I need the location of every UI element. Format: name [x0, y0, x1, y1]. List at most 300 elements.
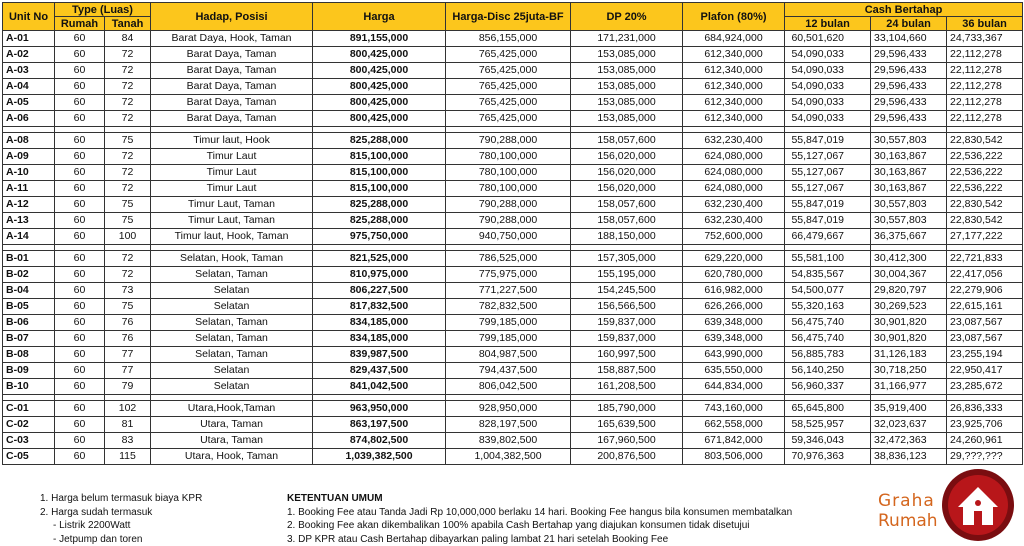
- cell-cash-36: 22,950,417: [947, 363, 1023, 379]
- cell-rumah: 60: [55, 79, 105, 95]
- cell-cash-24: 30,163,867: [871, 149, 947, 165]
- cell-rumah: 60: [55, 379, 105, 395]
- cell-dp: 153,085,000: [571, 79, 683, 95]
- graha-rumah-logo: [874, 461, 1024, 546]
- cell-hadap: Timur Laut, Taman: [151, 213, 313, 229]
- table-row: [3, 133, 1023, 149]
- cell-plafon: 612,340,000: [683, 79, 785, 95]
- cell-harga-disc: 806,042,500: [446, 379, 571, 395]
- cell-cash-24: 29,596,433: [871, 111, 947, 127]
- cell-plafon: 684,924,000: [683, 31, 785, 47]
- cell-cash-12: 56,885,783: [785, 347, 871, 363]
- cell-cash-12: 54,500,077: [785, 283, 871, 299]
- header-12-bulan: 12 bulan: [785, 17, 871, 31]
- logo-text-graha: Graha: [878, 491, 935, 511]
- cell-harga: 815,100,000: [313, 181, 446, 197]
- cell-harga: 825,288,000: [313, 213, 446, 229]
- cell-hadap: Barat Daya, Hook, Taman: [151, 31, 313, 47]
- cell-cash-36: 22,112,278: [947, 47, 1023, 63]
- cell-dp: 153,085,000: [571, 47, 683, 63]
- cell-cash-36: 22,830,542: [947, 133, 1023, 149]
- header-36-bulan: 36 bulan: [947, 17, 1023, 31]
- cell-dp: 156,566,500: [571, 299, 683, 315]
- header-dp: DP 20%: [571, 3, 683, 31]
- cell-hadap: Utara, Taman: [151, 433, 313, 449]
- rule-2: 2. Booking Fee akan dikembalikan 100% apabila Cash Bertahap yang diajukan konsumen tidak disetujui: [287, 520, 750, 531]
- cell-tanah: 81: [105, 417, 151, 433]
- house-icon: [938, 465, 1018, 545]
- cell-rumah: 60: [55, 149, 105, 165]
- cell-hadap: Timur Laut, Taman: [151, 197, 313, 213]
- cell-rumah: 60: [55, 133, 105, 149]
- table-row: [3, 299, 1023, 315]
- cell-hadap: Selatan, Taman: [151, 267, 313, 283]
- cell-plafon: 752,600,000: [683, 229, 785, 245]
- rule-1: 1. Booking Fee atau Tanda Jadi Rp 10,000,000 berlaku 14 hari. Booking Fee hangus bila konsumen membatalkan: [287, 506, 793, 518]
- cell-harga-disc: 765,425,000: [446, 47, 571, 63]
- cell-rumah: 60: [55, 433, 105, 449]
- cell-harga-disc: 771,227,500: [446, 283, 571, 299]
- cell-hadap: Selatan, Taman: [151, 315, 313, 331]
- table-row: [3, 347, 1023, 363]
- cell-dp: 158,057,600: [571, 213, 683, 229]
- cell-unit-no: A-12: [3, 197, 55, 213]
- cell-unit-no: B-07: [3, 331, 55, 347]
- cell-tanah: 72: [105, 95, 151, 111]
- cell-tanah: 72: [105, 79, 151, 95]
- cell-cash-12: 66,479,667: [785, 229, 871, 245]
- cell-cash-36: 23,255,194: [947, 347, 1023, 363]
- cell-hadap: Utara,Hook,Taman: [151, 401, 313, 417]
- cell-plafon: 632,230,400: [683, 213, 785, 229]
- cell-cash-36: 22,721,833: [947, 251, 1023, 267]
- cell-harga-disc: 782,832,500: [446, 299, 571, 315]
- cell-harga-disc: 780,100,000: [446, 165, 571, 181]
- cell-tanah: 115: [105, 449, 151, 465]
- cell-harga-disc: 828,197,500: [446, 417, 571, 433]
- price-list-body: [3, 31, 1023, 465]
- table-row: [3, 111, 1023, 127]
- cell-harga: 817,832,500: [313, 299, 446, 315]
- note-4: - Jetpump dan toren: [53, 533, 143, 545]
- cell-plafon: 612,340,000: [683, 63, 785, 79]
- table-row: [3, 363, 1023, 379]
- cell-harga: 834,185,000: [313, 315, 446, 331]
- table-row: [3, 229, 1023, 245]
- cell-tanah: 75: [105, 197, 151, 213]
- cell-hadap: Utara, Taman: [151, 417, 313, 433]
- cell-cash-12: 55,581,100: [785, 251, 871, 267]
- table-row: [3, 417, 1023, 433]
- table-row: [3, 79, 1023, 95]
- cell-cash-24: 32,023,637: [871, 417, 947, 433]
- cell-unit-no: B-02: [3, 267, 55, 283]
- cell-harga-disc: 765,425,000: [446, 111, 571, 127]
- cell-cash-12: 55,847,019: [785, 197, 871, 213]
- table-row: [3, 315, 1023, 331]
- cell-harga: 1,039,382,500: [313, 449, 446, 465]
- cell-cash-12: 54,090,033: [785, 63, 871, 79]
- cell-rumah: 60: [55, 449, 105, 465]
- cell-dp: 155,195,000: [571, 267, 683, 283]
- cell-cash-24: 38,836,123: [871, 449, 947, 465]
- cell-harga: 975,750,000: [313, 229, 446, 245]
- cell-cash-24: 32,472,363: [871, 433, 947, 449]
- cell-dp: 158,887,500: [571, 363, 683, 379]
- cell-unit-no: C-01: [3, 401, 55, 417]
- header-tanah: Tanah: [105, 17, 151, 31]
- cell-unit-no: A-10: [3, 165, 55, 181]
- cell-rumah: 60: [55, 363, 105, 379]
- cell-harga: 815,100,000: [313, 165, 446, 181]
- cell-harga: 825,288,000: [313, 133, 446, 149]
- cell-harga: 829,437,500: [313, 363, 446, 379]
- cell-cash-12: 65,645,800: [785, 401, 871, 417]
- header-harga-disc: Harga-Disc 25juta-BF: [446, 3, 571, 31]
- cell-cash-12: 56,475,740: [785, 315, 871, 331]
- cell-rumah: 60: [55, 331, 105, 347]
- table-row: [3, 401, 1023, 417]
- cell-unit-no: B-05: [3, 299, 55, 315]
- cell-hadap: Selatan, Taman: [151, 331, 313, 347]
- cell-hadap: Timur laut, Hook: [151, 133, 313, 149]
- cell-harga-disc: 804,987,500: [446, 347, 571, 363]
- cell-dp: 188,150,000: [571, 229, 683, 245]
- cell-cash-24: 29,596,433: [871, 63, 947, 79]
- cell-cash-12: 54,090,033: [785, 95, 871, 111]
- cell-unit-no: A-03: [3, 63, 55, 79]
- cell-harga-disc: 790,288,000: [446, 213, 571, 229]
- cell-dp: 156,020,000: [571, 181, 683, 197]
- cell-plafon: 624,080,000: [683, 165, 785, 181]
- cell-tanah: 72: [105, 165, 151, 181]
- cell-cash-24: 35,919,400: [871, 401, 947, 417]
- rule-3: 3. DP KPR atau Cash Bertahap dibayarkan paling lambat 21 hari setelah Booking Fee: [287, 533, 669, 545]
- cell-cash-24: 30,901,820: [871, 315, 947, 331]
- cell-harga: 821,525,000: [313, 251, 446, 267]
- cell-harga: 834,185,000: [313, 331, 446, 347]
- cell-dp: 153,085,000: [571, 95, 683, 111]
- cell-rumah: 60: [55, 347, 105, 363]
- cell-cash-36: 22,536,222: [947, 149, 1023, 165]
- cell-rumah: 60: [55, 31, 105, 47]
- table-row: [3, 181, 1023, 197]
- cell-rumah: 60: [55, 229, 105, 245]
- cell-harga-disc: 799,185,000: [446, 331, 571, 347]
- cell-cash-24: 29,820,797: [871, 283, 947, 299]
- cell-rumah: 60: [55, 95, 105, 111]
- cell-cash-36: 22,830,542: [947, 197, 1023, 213]
- cell-dp: 185,790,000: [571, 401, 683, 417]
- cell-cash-24: 29,596,433: [871, 95, 947, 111]
- cell-cash-12: 70,976,363: [785, 449, 871, 465]
- cell-tanah: 76: [105, 315, 151, 331]
- cell-tanah: 72: [105, 47, 151, 63]
- cell-harga: 874,802,500: [313, 433, 446, 449]
- cell-hadap: Barat Daya, Taman: [151, 79, 313, 95]
- cell-rumah: 60: [55, 401, 105, 417]
- cell-cash-24: 30,412,300: [871, 251, 947, 267]
- cell-cash-36: 22,615,161: [947, 299, 1023, 315]
- cell-unit-no: A-13: [3, 213, 55, 229]
- cell-cash-36: 24,260,961: [947, 433, 1023, 449]
- cell-plafon: 620,780,000: [683, 267, 785, 283]
- cell-plafon: 612,340,000: [683, 95, 785, 111]
- cell-harga-disc: 780,100,000: [446, 181, 571, 197]
- cell-dp: 159,837,000: [571, 315, 683, 331]
- cell-plafon: 624,080,000: [683, 181, 785, 197]
- cell-tanah: 72: [105, 251, 151, 267]
- cell-harga-disc: 790,288,000: [446, 133, 571, 149]
- cell-tanah: 102: [105, 401, 151, 417]
- cell-cash-36: 22,536,222: [947, 181, 1023, 197]
- cell-hadap: Timur Laut: [151, 181, 313, 197]
- header-cash-bertahap: Cash Bertahap: [785, 3, 1023, 17]
- cell-cash-12: 54,835,567: [785, 267, 871, 283]
- cell-tanah: 75: [105, 133, 151, 149]
- cell-unit-no: B-10: [3, 379, 55, 395]
- note-2: 2. Harga sudah termasuk: [40, 506, 153, 518]
- cell-hadap: Selatan, Hook, Taman: [151, 251, 313, 267]
- cell-unit-no: A-02: [3, 47, 55, 63]
- cell-cash-36: 27,177,222: [947, 229, 1023, 245]
- cell-hadap: Timur Laut: [151, 149, 313, 165]
- cell-hadap: Selatan: [151, 379, 313, 395]
- rules-title: KETENTUAN UMUM: [287, 493, 383, 504]
- cell-dp: 158,057,600: [571, 133, 683, 149]
- cell-cash-36: 22,112,278: [947, 63, 1023, 79]
- cell-dp: 159,837,000: [571, 331, 683, 347]
- table-row: [3, 213, 1023, 229]
- cell-cash-24: 30,557,803: [871, 213, 947, 229]
- header-24-bulan: 24 bulan: [871, 17, 947, 31]
- cell-unit-no: A-14: [3, 229, 55, 245]
- cell-plafon: 632,230,400: [683, 133, 785, 149]
- table-row: [3, 331, 1023, 347]
- cell-cash-24: 31,166,977: [871, 379, 947, 395]
- cell-hadap: Selatan: [151, 363, 313, 379]
- cell-rumah: 60: [55, 181, 105, 197]
- cell-unit-no: B-08: [3, 347, 55, 363]
- cell-hadap: Selatan: [151, 299, 313, 315]
- cell-harga-disc: 940,750,000: [446, 229, 571, 245]
- cell-plafon: 632,230,400: [683, 197, 785, 213]
- cell-harga: 806,227,500: [313, 283, 446, 299]
- cell-harga-disc: 856,155,000: [446, 31, 571, 47]
- cell-cash-36: 26,836,333: [947, 401, 1023, 417]
- cell-harga-disc: 775,975,000: [446, 267, 571, 283]
- cell-unit-no: C-03: [3, 433, 55, 449]
- cell-dp: 158,057,600: [571, 197, 683, 213]
- cell-harga: 800,425,000: [313, 111, 446, 127]
- cell-plafon: 629,220,000: [683, 251, 785, 267]
- cell-rumah: 60: [55, 267, 105, 283]
- cell-plafon: 743,160,000: [683, 401, 785, 417]
- table-row: [3, 433, 1023, 449]
- cell-plafon: 671,842,000: [683, 433, 785, 449]
- cell-harga: 963,950,000: [313, 401, 446, 417]
- cell-cash-36: 22,279,906: [947, 283, 1023, 299]
- cell-harga-disc: 790,288,000: [446, 197, 571, 213]
- cell-plafon: 639,348,000: [683, 331, 785, 347]
- cell-harga: 800,425,000: [313, 79, 446, 95]
- cell-cash-24: 30,163,867: [871, 181, 947, 197]
- cell-hadap: Barat Daya, Taman: [151, 95, 313, 111]
- cell-dp: 171,231,000: [571, 31, 683, 47]
- cell-cash-24: 30,901,820: [871, 331, 947, 347]
- table-row: [3, 31, 1023, 47]
- cell-tanah: 77: [105, 363, 151, 379]
- cell-unit-no: B-09: [3, 363, 55, 379]
- header-unit-no: Unit No: [3, 3, 55, 31]
- cell-tanah: 72: [105, 181, 151, 197]
- cell-cash-24: 36,375,667: [871, 229, 947, 245]
- cell-dp: 153,085,000: [571, 63, 683, 79]
- cell-cash-12: 55,127,067: [785, 181, 871, 197]
- cell-cash-12: 55,847,019: [785, 213, 871, 229]
- cell-harga: 800,425,000: [313, 95, 446, 111]
- cell-unit-no: B-06: [3, 315, 55, 331]
- cell-harga: 800,425,000: [313, 63, 446, 79]
- cell-cash-12: 58,525,957: [785, 417, 871, 433]
- table-row: [3, 197, 1023, 213]
- cell-dp: 157,305,000: [571, 251, 683, 267]
- cell-hadap: Selatan: [151, 283, 313, 299]
- cell-harga-disc: 1,004,382,500: [446, 449, 571, 465]
- cell-unit-no: A-08: [3, 133, 55, 149]
- cell-cash-12: 55,127,067: [785, 149, 871, 165]
- cell-unit-no: C-05: [3, 449, 55, 465]
- table-row: [3, 251, 1023, 267]
- cell-tanah: 75: [105, 213, 151, 229]
- cell-dp: 153,085,000: [571, 111, 683, 127]
- cell-plafon: 616,982,000: [683, 283, 785, 299]
- cell-harga: 815,100,000: [313, 149, 446, 165]
- cell-harga: 841,042,500: [313, 379, 446, 395]
- cell-tanah: 83: [105, 433, 151, 449]
- logo-text-rumah: Rumah: [878, 511, 938, 531]
- cell-plafon: 626,266,000: [683, 299, 785, 315]
- cell-cash-24: 30,557,803: [871, 197, 947, 213]
- header-type: Type (Luas): [55, 3, 151, 17]
- cell-dp: 156,020,000: [571, 149, 683, 165]
- cell-cash-12: 55,320,163: [785, 299, 871, 315]
- cell-cash-12: 55,847,019: [785, 133, 871, 149]
- cell-harga: 800,425,000: [313, 47, 446, 63]
- cell-cash-12: 55,127,067: [785, 165, 871, 181]
- cell-dp: 156,020,000: [571, 165, 683, 181]
- cell-cash-36: 29,???,???: [947, 449, 1023, 465]
- cell-tanah: 79: [105, 379, 151, 395]
- table-row: [3, 267, 1023, 283]
- cell-tanah: 72: [105, 63, 151, 79]
- cell-cash-12: 60,501,620: [785, 31, 871, 47]
- cell-unit-no: B-01: [3, 251, 55, 267]
- cell-plafon: 639,348,000: [683, 315, 785, 331]
- cell-plafon: 662,558,000: [683, 417, 785, 433]
- ketentuan-umum: [287, 492, 792, 546]
- cell-harga-disc: 794,437,500: [446, 363, 571, 379]
- cell-tanah: 84: [105, 31, 151, 47]
- cell-plafon: 612,340,000: [683, 47, 785, 63]
- cell-cash-12: 56,960,337: [785, 379, 871, 395]
- cell-dp: 154,245,500: [571, 283, 683, 299]
- table-row: [3, 449, 1023, 465]
- cell-rumah: 60: [55, 299, 105, 315]
- cell-harga-disc: 839,802,500: [446, 433, 571, 449]
- cell-cash-36: 24,733,367: [947, 31, 1023, 47]
- cell-dp: 167,960,500: [571, 433, 683, 449]
- cell-hadap: Timur Laut: [151, 165, 313, 181]
- cell-rumah: 60: [55, 417, 105, 433]
- cell-cash-36: 22,112,278: [947, 111, 1023, 127]
- table-row: [3, 165, 1023, 181]
- cell-plafon: 803,506,000: [683, 449, 785, 465]
- cell-unit-no: B-04: [3, 283, 55, 299]
- cell-dp: 200,876,500: [571, 449, 683, 465]
- cell-rumah: 60: [55, 165, 105, 181]
- cell-cash-24: 30,004,367: [871, 267, 947, 283]
- cell-rumah: 60: [55, 315, 105, 331]
- cell-tanah: 72: [105, 111, 151, 127]
- cell-harga: 839,987,500: [313, 347, 446, 363]
- cell-harga-disc: 765,425,000: [446, 95, 571, 111]
- cell-hadap: Barat Daya, Taman: [151, 47, 313, 63]
- table-row: [3, 47, 1023, 63]
- cell-hadap: Selatan, Taman: [151, 347, 313, 363]
- cell-rumah: 60: [55, 47, 105, 63]
- cell-harga-disc: 765,425,000: [446, 79, 571, 95]
- header-rumah: Rumah: [55, 17, 105, 31]
- cell-cash-36: 23,087,567: [947, 315, 1023, 331]
- cell-hadap: Timur laut, Hook, Taman: [151, 229, 313, 245]
- cell-dp: 165,639,500: [571, 417, 683, 433]
- cell-cash-12: 54,090,033: [785, 111, 871, 127]
- cell-cash-36: 22,830,542: [947, 213, 1023, 229]
- cell-cash-36: 23,285,672: [947, 379, 1023, 395]
- header-harga: Harga: [313, 3, 446, 31]
- cell-cash-24: 30,269,523: [871, 299, 947, 315]
- cell-plafon: 624,080,000: [683, 149, 785, 165]
- cell-cash-36: 22,112,278: [947, 95, 1023, 111]
- cell-rumah: 60: [55, 111, 105, 127]
- cell-plafon: 612,340,000: [683, 111, 785, 127]
- cell-cash-24: 30,557,803: [871, 133, 947, 149]
- table-row: [3, 95, 1023, 111]
- header-hadap: Hadap, Posisi: [151, 3, 313, 31]
- cell-cash-24: 29,596,433: [871, 79, 947, 95]
- table-row: [3, 63, 1023, 79]
- cell-harga-disc: 780,100,000: [446, 149, 571, 165]
- cell-tanah: 75: [105, 299, 151, 315]
- cell-rumah: 60: [55, 197, 105, 213]
- cell-cash-24: 29,596,433: [871, 47, 947, 63]
- cell-tanah: 72: [105, 149, 151, 165]
- cell-cash-12: 54,090,033: [785, 47, 871, 63]
- cell-rumah: 60: [55, 283, 105, 299]
- cell-hadap: Barat Daya, Taman: [151, 111, 313, 127]
- cell-harga: 810,975,000: [313, 267, 446, 283]
- cell-rumah: 60: [55, 251, 105, 267]
- cell-unit-no: A-01: [3, 31, 55, 47]
- table-row: [3, 283, 1023, 299]
- cell-cash-36: 23,087,567: [947, 331, 1023, 347]
- cell-cash-36: 23,925,706: [947, 417, 1023, 433]
- cell-tanah: 76: [105, 331, 151, 347]
- cell-tanah: 77: [105, 347, 151, 363]
- cell-cash-12: 56,140,250: [785, 363, 871, 379]
- cell-hadap: Utara, Hook, Taman: [151, 449, 313, 465]
